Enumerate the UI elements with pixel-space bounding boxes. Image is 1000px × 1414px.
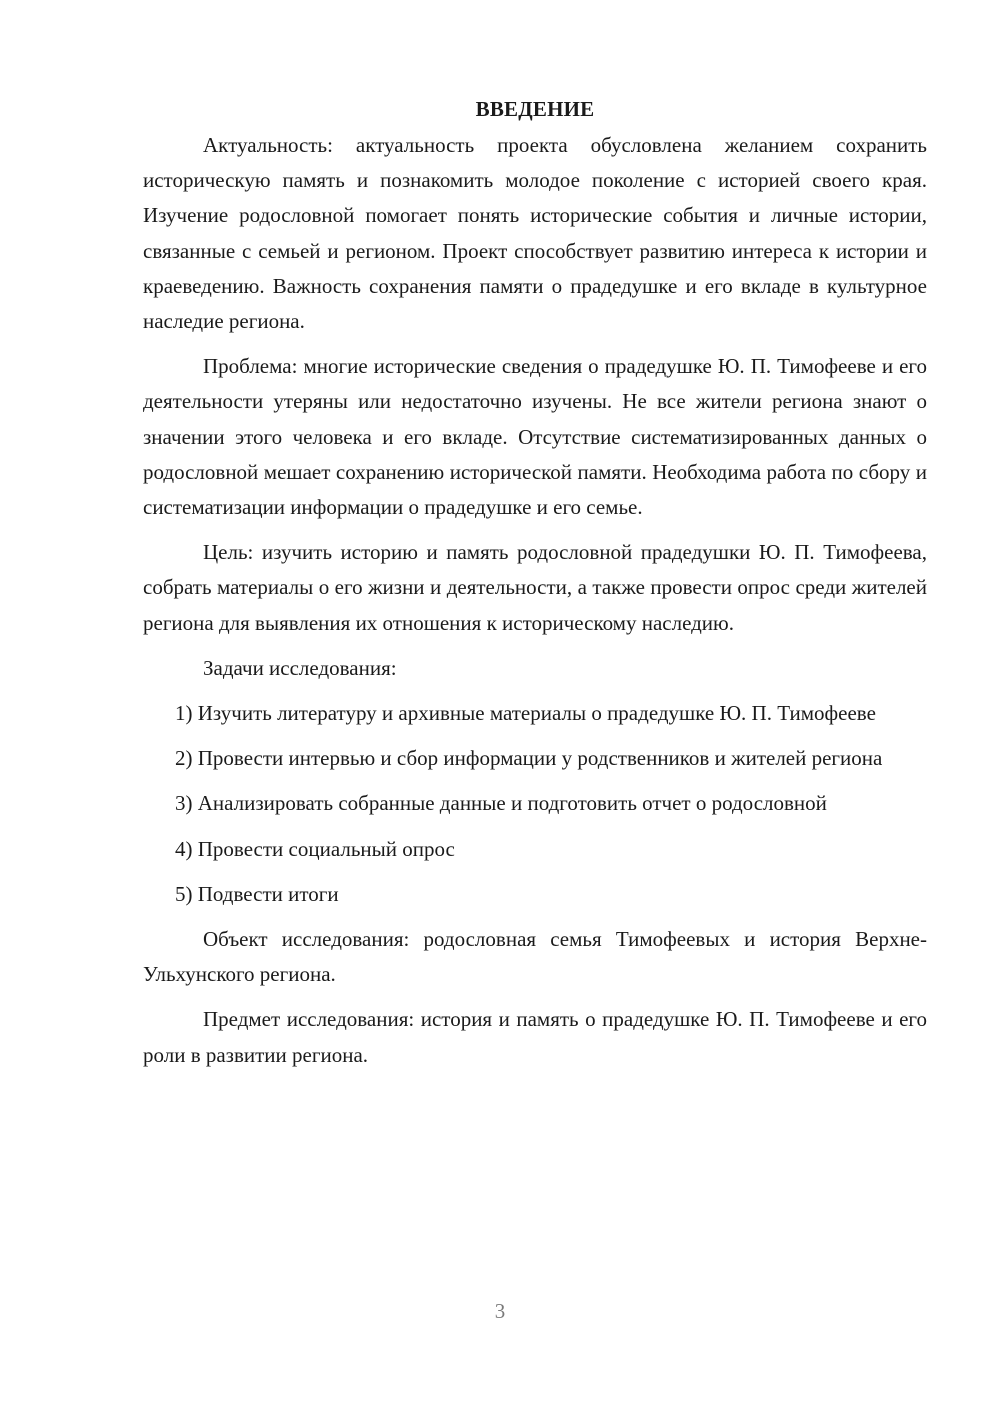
tasks-title: Задачи исследования: bbox=[203, 655, 397, 680]
section-heading: ВВЕДЕНИЕ bbox=[475, 97, 595, 121]
task-item: 1) Изучить литературу и архивные материалы о прадедушке Ю. П. Тимофееве bbox=[175, 701, 876, 726]
document-page bbox=[143, 92, 927, 1083]
object-paragraph: Объект исследования: родословная семья Тимофеевых и история Верхне-Ульхунского региона. bbox=[143, 927, 927, 987]
relevance-paragraph: Актуальность: актуальность проекта обусловлена желанием сохранить историческую память и познакомить молодое поколение с историей своего края. Изучение родословной помогает понять исторические события и личные истории, связанные с семьей и регионом. Проект способствует развитию интереса к истории и краеведению. Важность сохранения памяти о прадедушке и его вкладе в культурное наследие региона. bbox=[143, 133, 927, 334]
problem-paragraph: Проблема: многие исторические сведения о прадедушке Ю. П. Тимофееве и его деятельности утеряны или недостаточно изучены. Не все жители региона знают о значении этого человека и его вкладе. Отсутствие систематизированных данных о родословной мешает сохранению исторической памяти. Необходима работа по сбору и систематизации информации о прадедушке и его семье. bbox=[143, 354, 927, 520]
task-item: 5) Подвести итоги bbox=[175, 881, 339, 906]
subject-paragraph: Предмет исследования: история и память о прадедушке Ю. П. Тимофееве и его роли в развитии региона. bbox=[143, 1007, 927, 1067]
goal-paragraph: Цель: изучить историю и память родословной прадедушки Ю. П. Тимофеева, собрать материалы о его жизни и деятельности, а также провести опрос среди жителей региона для выявления их отношения к историческому наследию. bbox=[143, 540, 927, 635]
task-item: 4) Провести социальный опрос bbox=[175, 836, 455, 861]
task-item: 2) Провести интервью и сбор информации у родственников и жителей региона bbox=[175, 746, 883, 771]
page-number: 3 bbox=[494, 1299, 506, 1323]
task-item: 3) Анализировать собранные данные и подготовить отчет о родословной bbox=[175, 791, 827, 816]
